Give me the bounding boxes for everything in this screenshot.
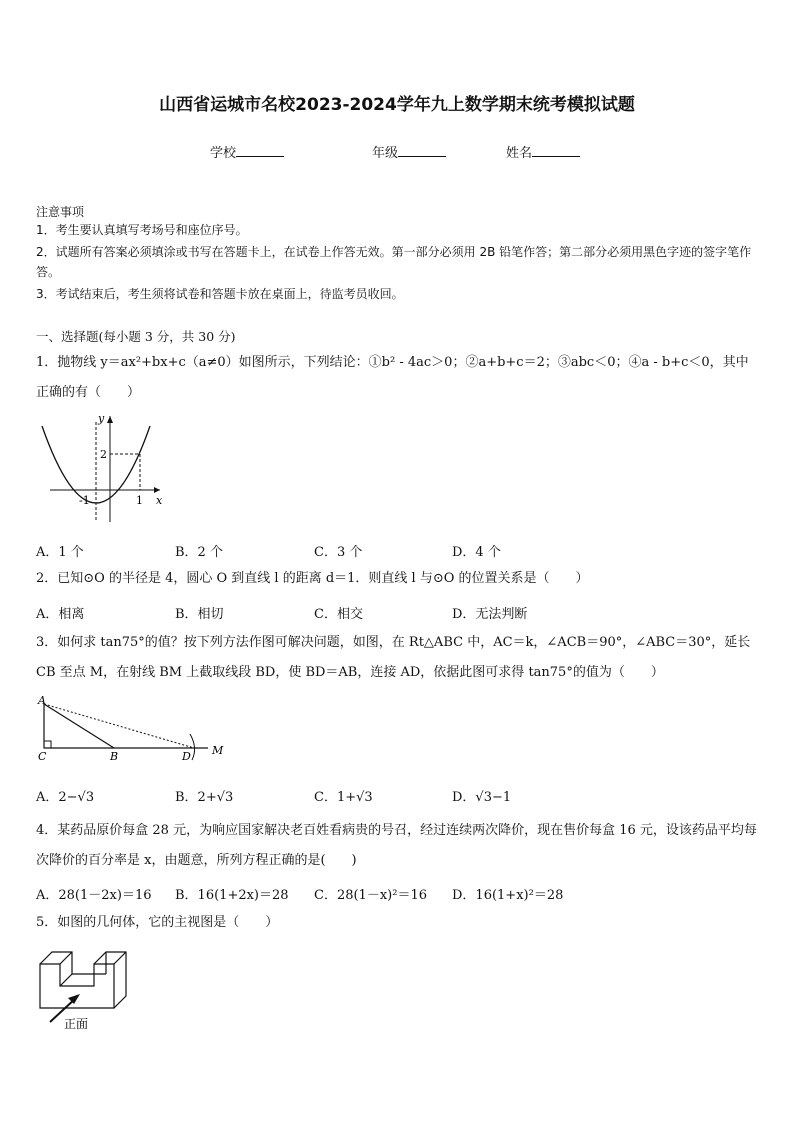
front-label: 正面: [64, 1017, 89, 1031]
school-blank[interactable]: [236, 146, 284, 157]
q1-option-b[interactable]: B．2 个: [175, 545, 223, 560]
front-face: [40, 964, 114, 1008]
question-4-text: 4．某药品原价每盒 28 元，为响应国家解决老百姓看病贵的号召，经过连续两次降价，现在售价每盒 16 元，设该药品平均每次降价的百分率是 x，由题意，所列方程正确的是( ): [36, 823, 757, 868]
q4-option-c[interactable]: C．28(1－x)²＝16: [314, 888, 427, 903]
segment-ab: [44, 704, 114, 748]
q1-option-c[interactable]: C．3 个: [314, 545, 363, 560]
segment-ad-dotted: [44, 704, 194, 748]
name-field: [506, 142, 580, 161]
question-5-text: 5．如图的几何体，它的主视图是（ ）: [36, 915, 279, 930]
x-label: x: [156, 494, 163, 507]
question-1-text: 1．抛物线 y＝ax²+bx+c（a≠0）如图所示，下列结论：①b² - 4ac＞0；②a+b+c＝2；③abc＜0；④a - b+c＜0，其中正确的有（ ）: [36, 355, 749, 400]
solid-figure: [36, 946, 136, 1036]
q2-option-a[interactable]: A．相离: [36, 607, 85, 622]
q2-option-c[interactable]: C．相交: [314, 607, 363, 622]
label-neg1: -1: [79, 494, 90, 507]
label-1: 1: [136, 494, 143, 507]
notes-heading: 注意事项: [36, 205, 85, 219]
q1-option-d[interactable]: D．4 个: [452, 545, 501, 560]
right-angle-mark: [44, 741, 51, 748]
right-inner-edge: [114, 952, 126, 964]
right-top-edges: [94, 952, 126, 1008]
question-3-text: 3．如何求 tan75°的值？按下列方法作图可解决问题，如图，在 Rt△ABC 中，AC＝k，∠ACB＝90°，∠ABC＝30°，延长 CB 至点 M，在射线 BM 上截取线段 BD，使 BD＝AB，连接 AD，依据此图可求得 tan75°的值为（ ）: [36, 635, 751, 680]
y-axis-arrow: [107, 416, 113, 423]
label-a: A: [38, 694, 46, 707]
left-top-edges: [40, 952, 72, 974]
grade-label: 年级: [372, 146, 399, 161]
note-item-3: 3．考试结束后，考生须将试卷和答题卡放在桌面上，待监考员收回。: [36, 287, 404, 301]
q3-option-b[interactable]: B．2+√3: [175, 790, 234, 805]
section-heading: 一、选择题(每小题 3 分，共 30 分): [36, 329, 236, 344]
note-item-2: 2．试题所有答案必须填涂或书写在答题卡上，在试卷上作答无效。第一部分必须用 2B 铅笔作答；第二部分必须用黑色字迹的签字笔作答。: [36, 245, 752, 279]
groove-bottom-edge: [60, 974, 72, 986]
page-title: 山西省运城市名校2023-2024学年九上数学期末统考模拟试题: [159, 95, 635, 115]
label-m: M: [212, 744, 224, 757]
school-label: 学校: [210, 146, 237, 161]
q2-option-b[interactable]: B．相切: [175, 607, 224, 622]
name-label: 姓名: [506, 146, 533, 161]
left-inner-edge: [60, 952, 72, 964]
q1-option-a[interactable]: A．1 个: [36, 545, 84, 560]
q4-option-d[interactable]: D．16(1+x)²＝28: [452, 888, 564, 903]
q3-option-c[interactable]: C．1+√3: [314, 790, 373, 805]
grade-field: [372, 142, 446, 161]
label-c: C: [38, 750, 47, 763]
grade-blank[interactable]: [398, 146, 446, 157]
name-blank[interactable]: [532, 146, 580, 157]
x-axis-arrow: [154, 487, 160, 493]
triangle-figure: [36, 694, 228, 766]
y-label: y: [98, 412, 105, 425]
q2-option-d[interactable]: D．无法判断: [452, 607, 528, 622]
question-2-text: 2．已知⊙O 的半径是 4，圆心 O 到直线 l 的距离 d＝1．则直线 l 与⊙O 的位置关系是（ ）: [36, 571, 589, 586]
q4-option-a[interactable]: A．28(1－2x)＝16: [36, 888, 152, 903]
label-d: D: [182, 750, 191, 763]
school-field: [210, 142, 284, 161]
note-item-1: 1．考生要认真填写考场号和座位序号。: [36, 223, 248, 237]
parabola-figure: [36, 410, 166, 528]
label-2: 2: [100, 448, 107, 461]
q3-option-a[interactable]: A．2−√3: [36, 790, 95, 805]
q3-option-d[interactable]: D．√3−1: [452, 790, 512, 805]
q4-option-b[interactable]: B．16(1+2x)＝28: [175, 888, 289, 903]
label-b: B: [110, 750, 119, 763]
